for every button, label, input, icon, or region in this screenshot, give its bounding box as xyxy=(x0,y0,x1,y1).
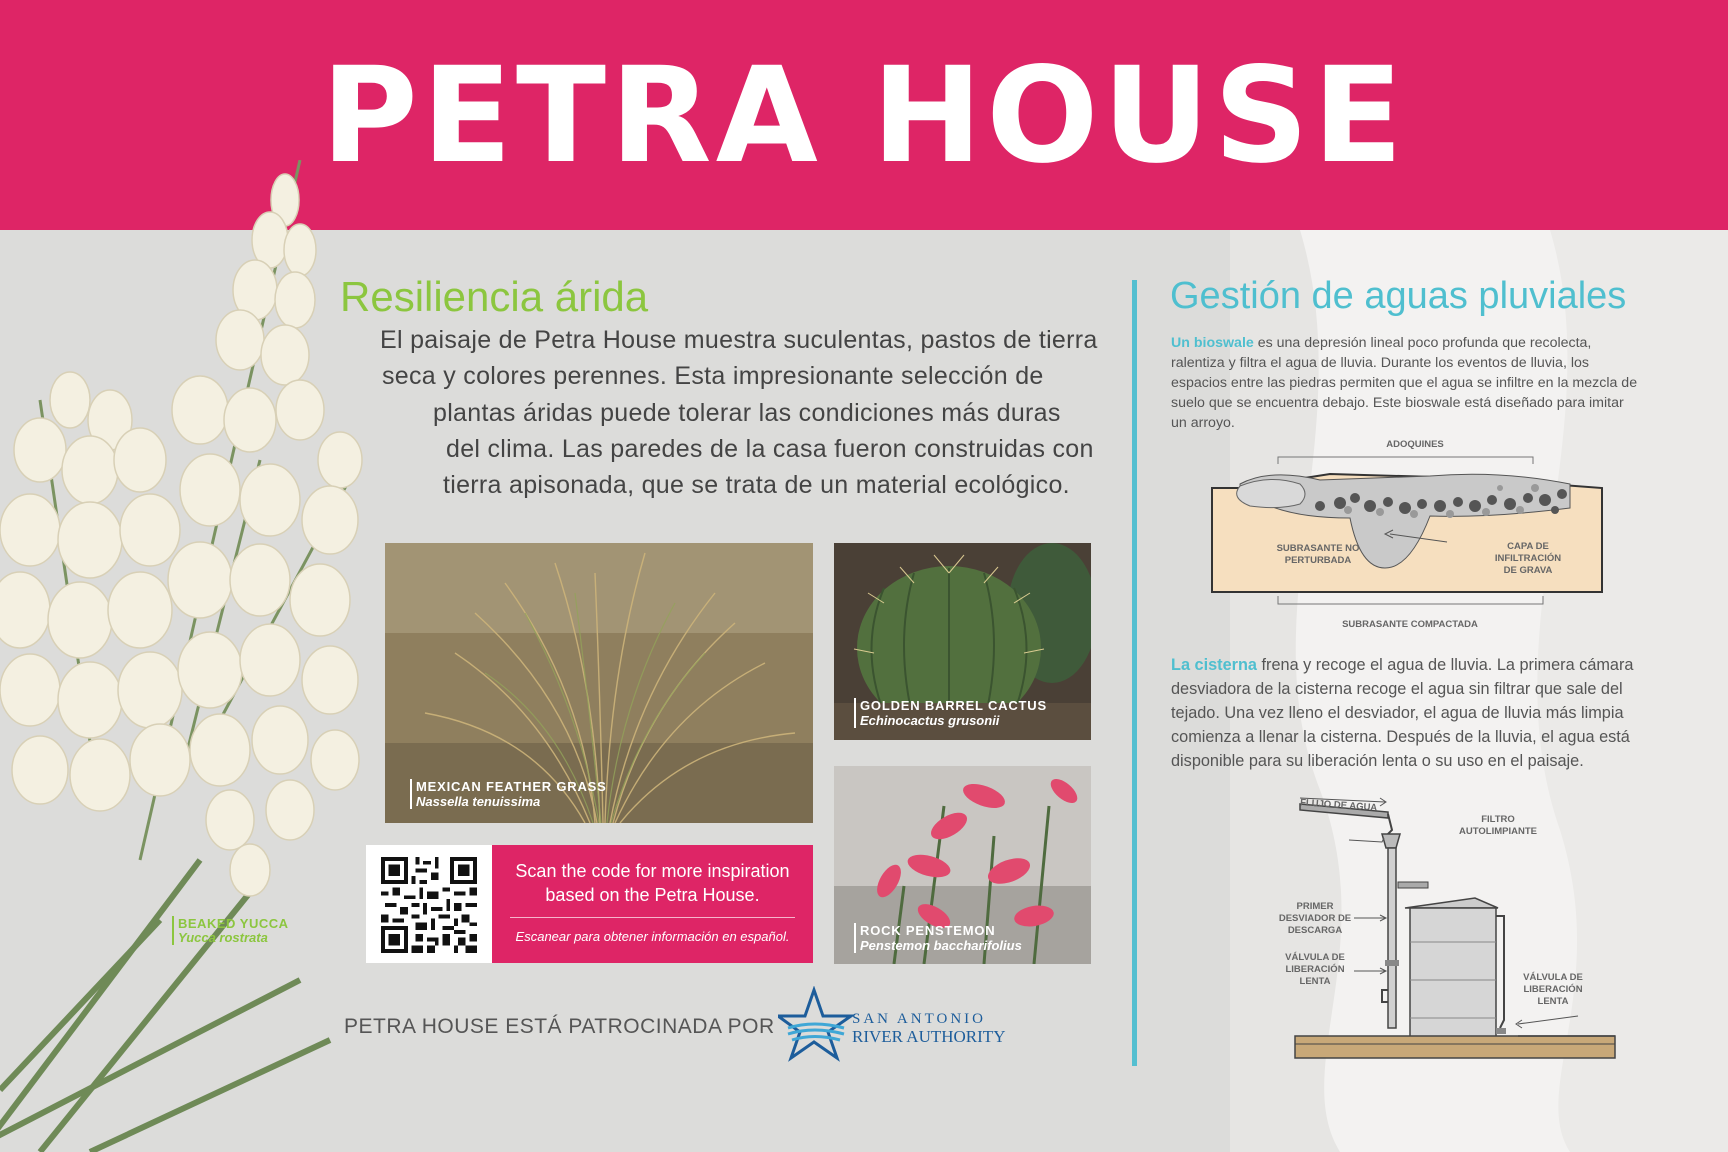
yucca-scientific-name: Yucca rostrata xyxy=(178,930,268,945)
bioswale-diagram xyxy=(1210,448,1605,628)
cistern-keyword: La cisterna xyxy=(1171,656,1257,674)
penstemon-scientific-name: Penstemon baccharifolius xyxy=(860,938,1022,953)
column-divider xyxy=(1132,280,1137,1066)
scan-divider xyxy=(510,917,795,918)
bioswale-paragraph xyxy=(1171,333,1641,433)
scan-prompt: Scan the code for more inspiration based on the Petra House. xyxy=(515,861,790,905)
sponsor-text: PETRA HOUSE ESTÁ PATROCINADA POR xyxy=(344,1015,775,1038)
grass-scientific-name: Nassella tenuissima xyxy=(416,794,541,809)
label-water-flow: FLUJO DE AGUA xyxy=(1299,797,1378,814)
scan-spanish-prompt: Escanear para obtener información en español. xyxy=(515,929,790,944)
bioswale-keyword: Un bioswale xyxy=(1171,335,1254,351)
penstemon-photo xyxy=(834,766,1091,964)
sponsor-logo-line1: SAN ANTONIO xyxy=(852,1011,986,1027)
label-slow-release-valve-left: VÁLVULA DE LIBERACIÓN LENTA xyxy=(1285,952,1345,987)
grass-photo xyxy=(385,543,813,823)
cactus-photo xyxy=(834,543,1091,740)
cistern-text: frena y recoge el agua de lluvia. La primera cámara desviadora de la cisterna recoge el agua sin filtrar que sale del tejado. Una vez lleno el desviador, el agua de lluvia más limpia comienza a llenar la cisterna. Después de la lluvia, el agua está disponible para su liberación lenta o su uso en el paisaje. xyxy=(1171,656,1634,770)
label-undisturbed-subgrade: SUBRASANTE NO PERTURBADA xyxy=(1276,543,1360,566)
penstemon-common-name: ROCK PENSTEMON xyxy=(860,923,996,938)
label-pavers: ADOQUINES xyxy=(1386,439,1444,450)
intro-line: plantas áridas puede tolerar las condiciones más duras xyxy=(433,399,1061,427)
label-self-cleaning-filter: FILTRO AUTOLIMPIANTE xyxy=(1459,814,1537,837)
label-compacted-subgrade: SUBRASANTE COMPACTADA xyxy=(1342,619,1478,630)
cactus-common-name: GOLDEN BARREL CACTUS xyxy=(860,698,1047,713)
bioswale-text: es una depresión lineal poco profunda que recolecta, ralentiza y filtra el agua de lluvia. Durante los eventos de lluvia, los espacios entre las piedras permiten que el agua se infiltre en la mezcla de suelo que se encuentra debajo. Este bioswale está diseñado para imitar un arroyo. xyxy=(1171,335,1638,431)
intro-line: El paisaje de Petra House muestra suculentas, pastos de tierra xyxy=(380,326,1098,354)
right-heading: Gestión de aguas pluviales xyxy=(1170,275,1627,317)
yucca-common-name: BEAKED YUCCA xyxy=(178,916,289,931)
yucca-caption xyxy=(172,916,289,945)
intro-line: del clima. Las paredes de la casa fueron construidas con xyxy=(446,435,1094,463)
cactus-scientific-name: Echinocactus grusonii xyxy=(860,713,1000,728)
qr-code-container[interactable] xyxy=(366,845,492,963)
intro-line: seca y colores perennes. Esta impresionante selección de xyxy=(382,362,1044,390)
cactus-caption xyxy=(854,698,1047,728)
intro-line: tierra apisonada, que se trata de un material ecológico. xyxy=(443,471,1070,499)
sponsor-logo-line2: RIVER AUTHORITY xyxy=(852,1027,1006,1046)
page-title: PETRA HOUSE xyxy=(321,39,1407,193)
qr-code-icon[interactable] xyxy=(379,857,479,953)
grass-caption xyxy=(410,779,607,809)
left-heading: Resiliencia árida xyxy=(340,273,649,320)
grass-common-name: MEXICAN FEATHER GRASS xyxy=(416,779,607,794)
penstemon-caption xyxy=(854,923,1022,953)
label-slow-release-valve-right: VÁLVULA DE LIBERACIÓN LENTA xyxy=(1523,972,1583,1007)
label-first-flush-diverter: PRIMER DESVIADOR DE DESCARGA xyxy=(1278,901,1352,936)
scan-code-box xyxy=(492,845,813,963)
cistern-paragraph xyxy=(1171,653,1641,773)
label-gravel-layer: CAPA DE INFILTRACIÓN DE GRAVA xyxy=(1494,541,1562,576)
